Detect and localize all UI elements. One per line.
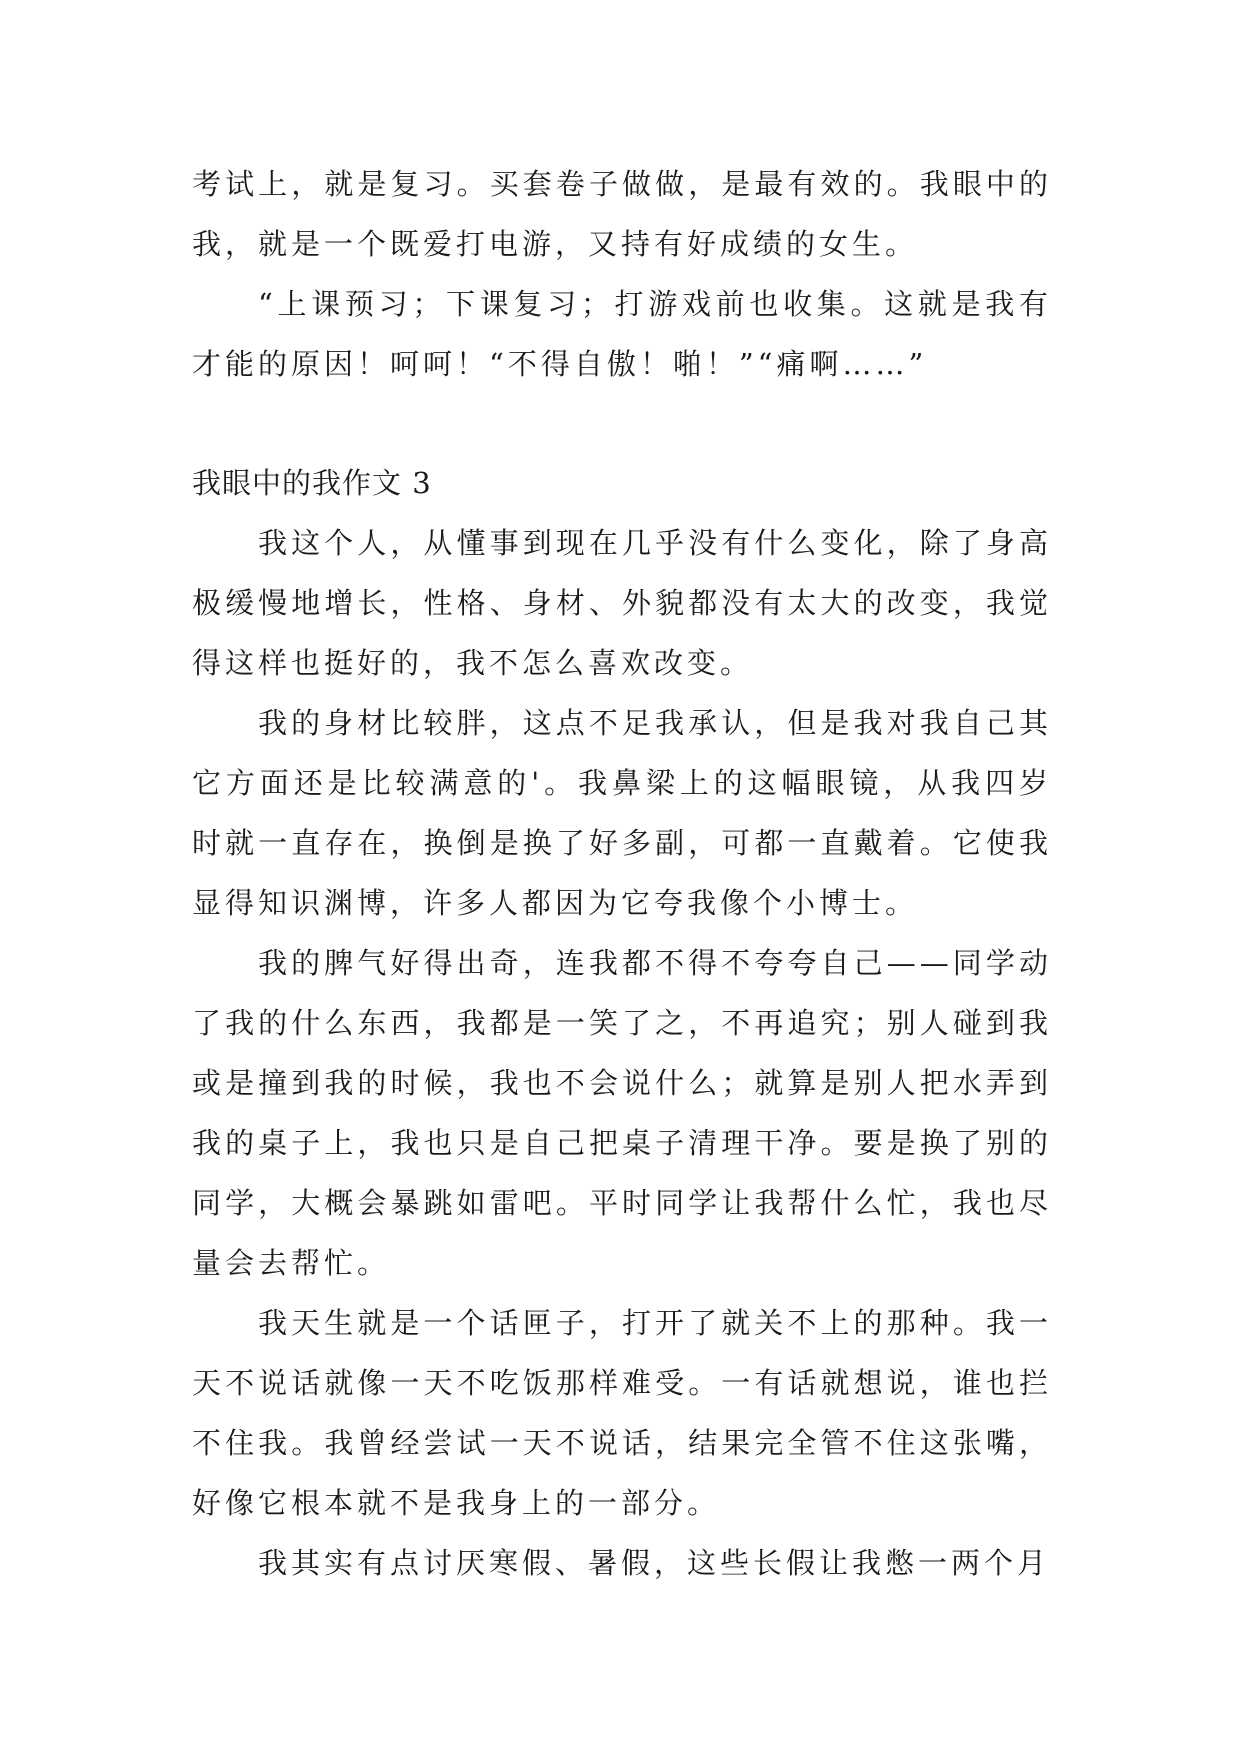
document-body (192, 154, 1052, 1593)
section-heading: 我眼中的我作文 3 (192, 466, 432, 500)
paragraph-continuation-2: “上课预习；下课复习；打游戏前也收集。这就是我有才能的原因！呵呵！“不得自傲！啪！”“痛啊……” (192, 287, 1052, 381)
paragraph-4: 我天生就是一个话匣子，打开了就关不上的那种。我一天不说话就像一天不吃饭那样难受。一有话就想说，谁也拦不住我。我曾经尝试一天不说话，结果完全管不住这张嘴，好像它根本就不是我身上的一部分。 (192, 1306, 1052, 1520)
paragraph-5: 我其实有点讨厌寒假、暑假，这些长假让我憋一两个月 (258, 1546, 1051, 1580)
paragraph-1: 我这个人，从懂事到现在几乎没有什么变化，除了身高极缓慢地增长，性格、身材、外貌都没有太大的改变，我觉得这样也挺好的，我不怎么喜欢改变。 (192, 526, 1052, 680)
paragraph-3: 我的脾气好得出奇，连我都不得不夸夸自己——同学动了我的什么东西，我都是一笑了之，不再追究；别人碰到我或是撞到我的时候，我也不会说什么；就算是别人把水弄到我的桌子上，我也只是自己把桌子清理干净。要是换了别的同学，大概会暴跳如雷吧。平时同学让我帮什么忙，我也尽量会去帮忙。 (192, 946, 1052, 1280)
paragraph-2: 我的身材比较胖，这点不足我承认，但是我对我自己其它方面还是比较满意的'。我鼻梁上的这幅眼镜，从我四岁时就一直存在，换倒是换了好多副，可都一直戴着。它使我显得知识渊博，许多人都因为它夸我像个小博士。 (192, 706, 1052, 920)
paragraph-continuation-1: 考试上，就是复习。买套卷子做做，是最有效的。我眼中的我，就是一个既爱打电游，又持有好成绩的女生。 (192, 167, 1052, 261)
